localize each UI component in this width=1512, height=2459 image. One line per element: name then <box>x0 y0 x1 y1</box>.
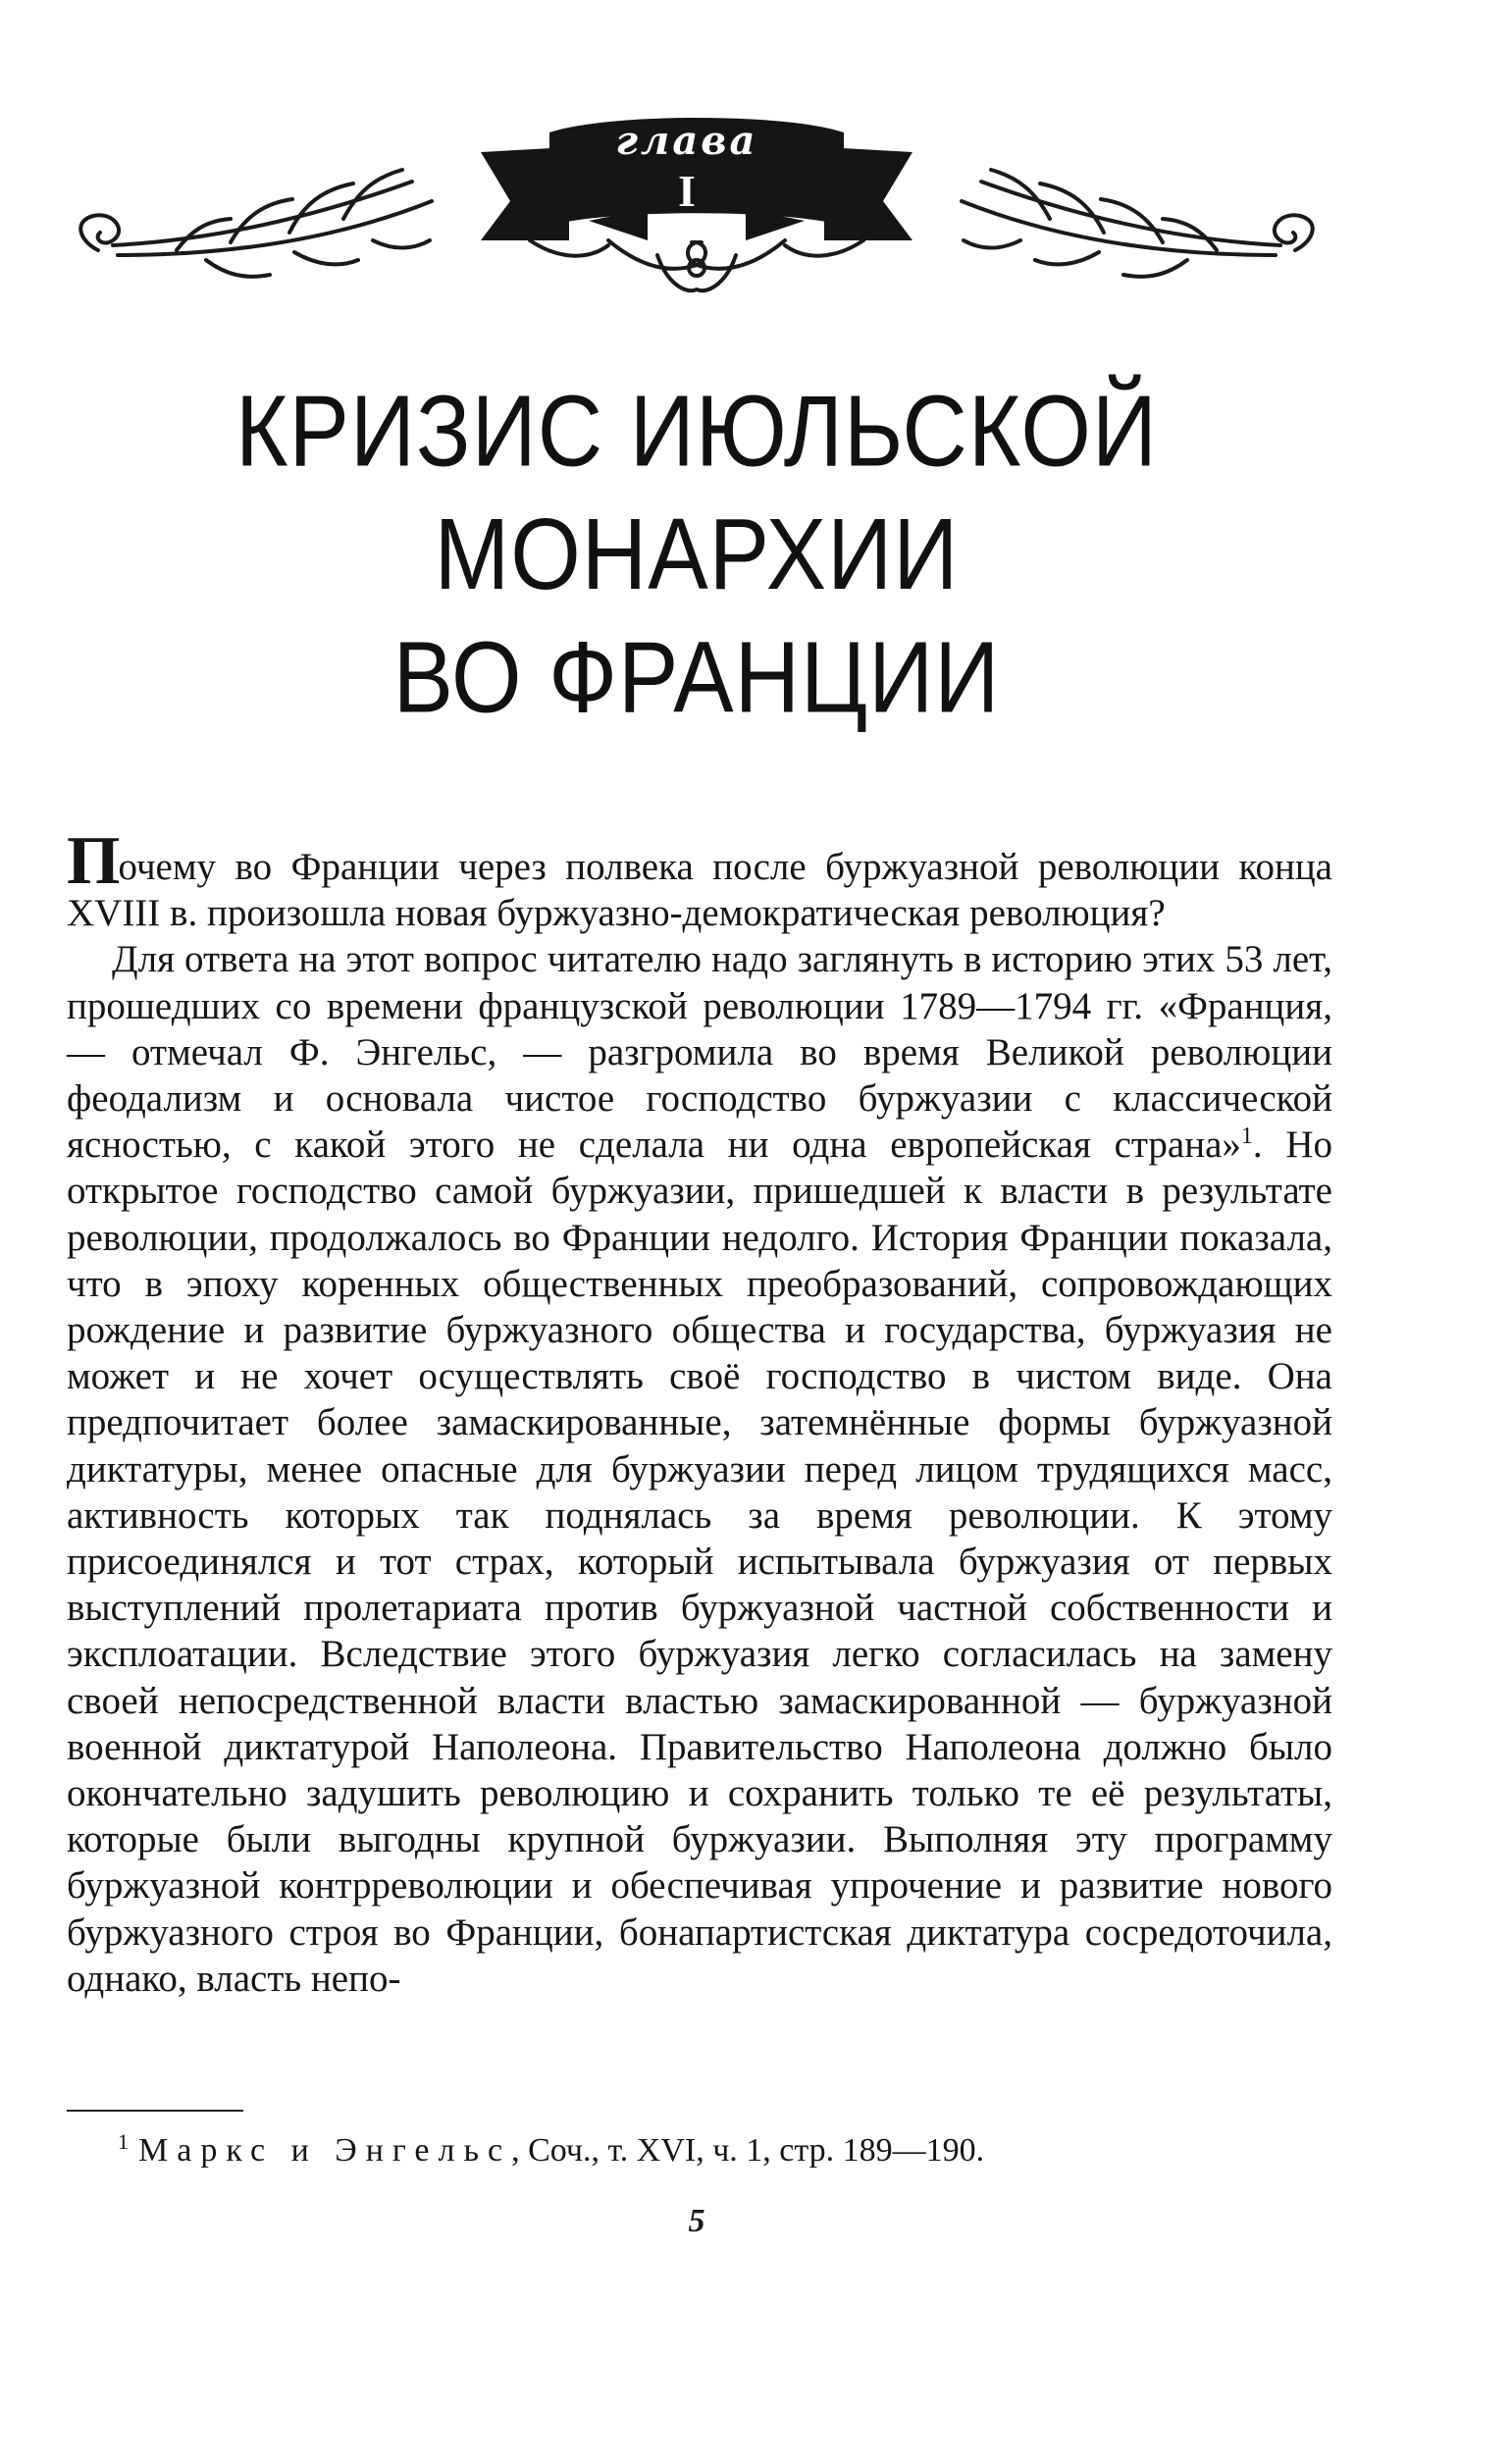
page-number: 5 <box>688 2203 705 2239</box>
paragraph-1 <box>67 823 1332 936</box>
chapter-label: глава <box>615 118 758 164</box>
footnote-divider <box>67 2110 243 2112</box>
chapter-number: I <box>678 166 696 216</box>
body-text <box>67 823 1332 2002</box>
footnote-citation: , Соч., т. XVI, ч. 1, стр. 189—190. <box>511 2132 985 2169</box>
chapter-title-line-2: ВО ФРАНЦИИ <box>392 621 1001 734</box>
drop-cap: П <box>67 823 119 899</box>
chapter-title-line-1: КРИЗИС ИЮЛЬСКОЙ МОНАРХИИ <box>235 375 1159 610</box>
paragraph-2-text-b: . Но открытое господство самой буржуазии, пришедшей к власти в результате революции, продолжалось во Франции недолго. История Франции показала, что в эпоху коренных общественных преобразований, сопровождающих рождение и развитие буржуазного общества и государства, буржуазия не может и не хочет осуществлять своё господство в чистом виде. Она предпочитает более замаскированные, затемнённые формы буржуазной диктатуры, менее опасные для буржуазии перед лицом трудящихся масс, активность которых так поднялась за время революции. К этому присоединялся и тот страх, который испытывала буржуазия от первых выступлений пролетариата против буржуазной частной собственности и эксплоатации. Вследствие этого буржуазия легко согласилась на замену своей непосредственной власти властью замаскированной — буржуазной военной диктатурой Наполеона. Правительство Наполеона должно было окончательно задушить революцию и сохранить только те её результаты, которые были выгодны крупной буржуазии. Выполняя эту программу буржуазной контрреволюции и обеспечивая упрочение и развитие нового буржуазного строя во Франции, бонапартистская диктатура сосредоточила, однако, власть непо- <box>67 1124 1332 2000</box>
paragraph-2-text-a: Для ответа на этот вопрос читателю надо заглянуть в историю этих 53 лет, прошедших со времени французской революции 1789—1794 гг. «Франция, — отмечал Ф. Энгельс, — разгромила во время Великой революции феодализм и основала чистое господство буржуазии с классической ясностью, с какой этого не сделала ни одна европейская страна» <box>67 938 1332 1167</box>
footnote <box>118 2131 1295 2171</box>
paragraph-1-text: очему во Франции через полвека после буржуазной революции конца XVIII в. произошла новая буржуазно-демократическая революция? <box>67 846 1332 935</box>
footnote-marker: 1 <box>118 2129 129 2154</box>
footnote-reference[interactable]: 1 <box>1240 1124 1253 1150</box>
paragraph-2 <box>67 936 1332 2002</box>
chapter-title <box>59 370 1334 739</box>
footnote-author: Маркс и Энгельс <box>138 2132 512 2169</box>
